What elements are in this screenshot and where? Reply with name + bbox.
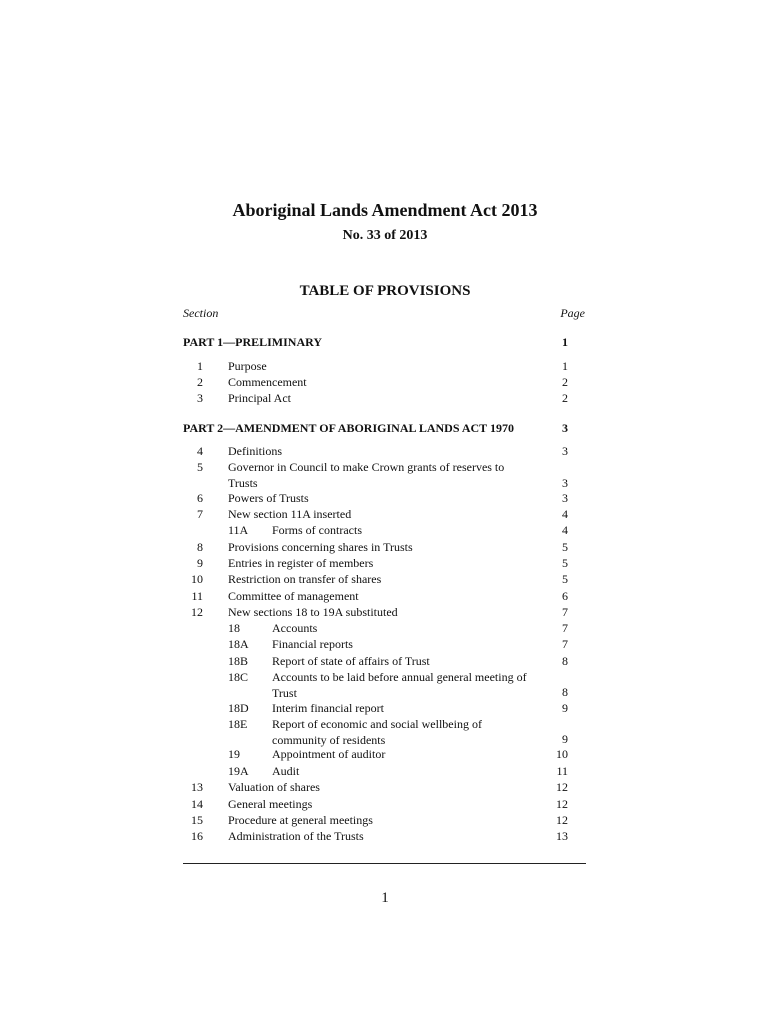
section-title: Principal Act (228, 391, 291, 405)
section-number: 3 (197, 391, 203, 405)
subsection-title: Interim financial report (272, 701, 384, 715)
section-title: Governor in Council to make Crown grants of reserves to Trusts (228, 460, 505, 490)
section-page: 3 (562, 444, 568, 458)
section-page: 13 (556, 829, 568, 843)
section-number: 16 (191, 829, 203, 843)
section-number: 15 (191, 813, 203, 827)
subsection-number: 18 (228, 621, 240, 635)
subsection-title: Report of economic and social wellbeing of community of residents (272, 717, 482, 747)
section-title: Provisions concerning shares in Trusts (228, 540, 413, 554)
toc-subentry[interactable] (183, 716, 585, 748)
subsection-page: 9 (562, 701, 568, 715)
subsection-page: 4 (562, 523, 568, 537)
section-page: 1 (562, 359, 568, 373)
subsection-title: Financial reports (272, 637, 353, 651)
part-title: PART 1—PRELIMINARY (183, 335, 323, 349)
section-page: 3 (562, 491, 568, 505)
section-title: Committee of management (228, 589, 359, 603)
section-page: 5 (562, 556, 568, 570)
section-page: 4 (562, 507, 568, 521)
section-number: 13 (191, 780, 203, 794)
subsection-number: 18D (228, 701, 249, 715)
section-number: 10 (191, 572, 203, 586)
section-title: Commencement (228, 375, 307, 389)
part-page: 3 (562, 421, 568, 435)
section-title: Powers of Trusts (228, 491, 309, 505)
footer-divider (183, 863, 586, 864)
section-column-label: Section (183, 306, 219, 320)
section-page: 2 (562, 375, 568, 389)
subsection-number: 18E (228, 717, 248, 731)
subsection-number: 18C (228, 670, 249, 684)
section-title: Procedure at general meetings (228, 813, 373, 827)
section-title: New section 11A inserted (228, 507, 352, 521)
section-number: 9 (197, 556, 203, 570)
subsection-number: 18B (228, 654, 249, 668)
subsection-page: 9 (562, 732, 568, 746)
section-title: Entries in register of members (228, 556, 374, 570)
subsection-title: Accounts (272, 621, 318, 635)
section-page: 5 (562, 540, 568, 554)
section-number: 4 (197, 444, 203, 458)
subsection-title: Accounts to be laid before annual general meeting of Trust (272, 670, 527, 700)
toc-subentry[interactable] (183, 669, 585, 701)
act-number: No. 33 of 2013 (342, 228, 428, 243)
subsection-page: 10 (556, 747, 568, 761)
act-title: Aboriginal Lands Amendment Act 2013 (232, 200, 538, 220)
section-title: Definitions (228, 444, 282, 458)
subsection-number: 18A (228, 637, 249, 651)
section-page: 7 (562, 605, 568, 619)
part-title: PART 2—AMENDMENT OF ABORIGINAL LANDS ACT 1970 (183, 421, 514, 435)
section-title: Valuation of shares (228, 780, 320, 794)
toc-heading: TABLE OF PROVISIONS (299, 283, 471, 299)
section-title: General meetings (228, 797, 313, 811)
section-page: 2 (562, 391, 568, 405)
section-number: 8 (197, 540, 203, 554)
subsection-number: 19 (228, 747, 240, 761)
section-number: 6 (197, 491, 203, 505)
section-page: 3 (562, 476, 568, 490)
subsection-number: 11A (228, 523, 249, 537)
section-title: Administration of the Trusts (228, 829, 364, 843)
section-number: 2 (197, 375, 203, 389)
part-page: 1 (562, 335, 568, 349)
subsection-title: Report of state of affairs of Trust (272, 654, 430, 668)
section-page: 6 (562, 589, 568, 603)
section-number: 1 (197, 359, 203, 373)
section-page: 12 (556, 797, 568, 811)
subsection-page: 8 (562, 685, 568, 699)
section-title: Purpose (228, 359, 267, 373)
section-number: 11 (191, 589, 203, 603)
section-page: 12 (556, 813, 568, 827)
subsection-title: Appointment of auditor (272, 747, 386, 761)
section-page: 5 (562, 572, 568, 586)
section-title: New sections 18 to 19A substituted (228, 605, 398, 619)
section-page: 12 (556, 780, 568, 794)
section-number: 14 (191, 797, 203, 811)
section-number: 7 (197, 507, 203, 521)
subsection-page: 11 (556, 764, 568, 778)
section-number: 5 (197, 460, 203, 474)
subsection-page: 7 (562, 621, 568, 635)
subsection-title: Forms of contracts (272, 523, 362, 537)
page-number: 1 (381, 890, 389, 906)
subsection-page: 7 (562, 637, 568, 651)
page-column-label: Page (560, 306, 585, 320)
subsection-number: 19A (228, 764, 249, 778)
section-number: 12 (191, 605, 203, 619)
section-title: Restriction on transfer of shares (228, 572, 382, 586)
toc-entry[interactable] (183, 459, 585, 491)
subsection-page: 8 (562, 654, 568, 668)
subsection-title: Audit (272, 764, 300, 778)
